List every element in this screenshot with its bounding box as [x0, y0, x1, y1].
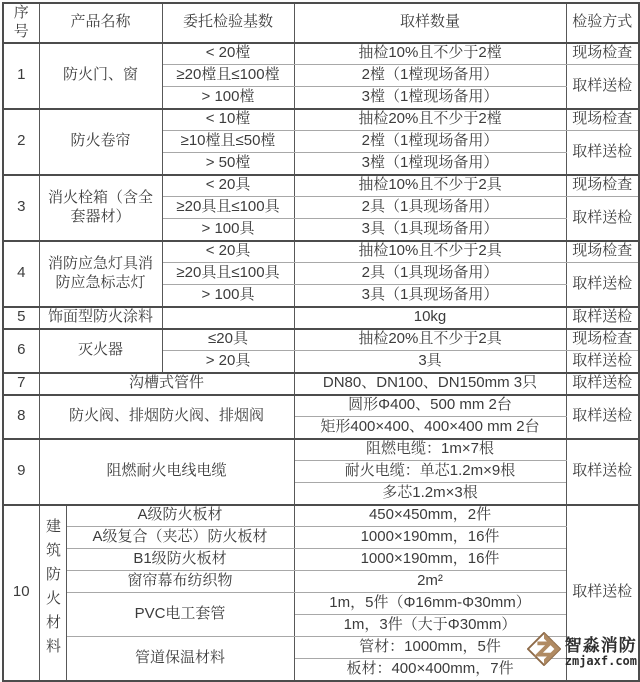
method-cell: 取样送检 — [566, 351, 639, 373]
brand-site: zmjaxf.com — [564, 653, 637, 668]
table-row — [3, 549, 639, 571]
product-name-cell: A级复合（夹芯）防火板材 — [66, 527, 294, 549]
method-cell: 取样送检 — [566, 505, 639, 681]
product-name-cell: A级防火板材 — [66, 505, 294, 527]
brand-watermark — [527, 632, 637, 671]
method-cell: 取样送检 — [566, 307, 639, 329]
base-cell: ≥20樘且≤100樘 — [162, 65, 294, 87]
product-name-cell: 防火阀、排烟防火阀、排烟阀 — [39, 395, 294, 439]
qty-cell: 1000×190mm，16件 — [294, 527, 566, 549]
method-cell: 取样送检 — [566, 263, 639, 307]
product-name-cell: 饰面型防火涂料 — [39, 307, 162, 329]
serial-cell: 4 — [3, 241, 39, 307]
base-cell: > 100樘 — [162, 87, 294, 109]
table-header-row — [3, 3, 639, 43]
table-row — [3, 593, 639, 615]
header-method: 检验方式 — [566, 3, 639, 43]
product-name-cell: 消火栓箱（含全套器材） — [39, 175, 162, 241]
serial-cell: 8 — [3, 395, 39, 439]
brand-text — [565, 637, 637, 667]
product-name-cell: 防火卷帘 — [39, 109, 162, 175]
qty-cell: 圆形Φ400、500 mm 2台 — [294, 395, 566, 417]
serial-cell: 1 — [3, 43, 39, 109]
method-cell: 现场检查 — [566, 175, 639, 197]
base-cell: < 10樘 — [162, 109, 294, 131]
table-row — [3, 241, 639, 263]
qty-cell: 板材：400×400mm，7件 — [294, 659, 566, 681]
table-row — [3, 395, 639, 417]
base-cell: < 20樘 — [162, 43, 294, 65]
table-row — [3, 571, 639, 593]
qty-cell: 3具（1具现场备用） — [294, 285, 566, 307]
base-cell: > 50樘 — [162, 153, 294, 175]
qty-cell: 450×450mm，2件 — [294, 505, 566, 527]
qty-cell: 3樘（1樘现场备用） — [294, 153, 566, 175]
qty-cell: 抽检10%且不少于2具 — [294, 175, 566, 197]
qty-cell: 3樘（1樘现场备用） — [294, 87, 566, 109]
base-cell: ≥10樘且≤50樘 — [162, 131, 294, 153]
serial-cell: 6 — [3, 329, 39, 373]
qty-cell: 2m² — [294, 571, 566, 593]
product-name-cell: 灭火器 — [39, 329, 162, 373]
category-vertical-label: 建筑防火材料 — [44, 517, 61, 662]
method-cell: 取样送检 — [566, 65, 639, 109]
qty-cell: 2具（1具现场备用） — [294, 197, 566, 219]
method-cell: 现场检查 — [566, 43, 639, 65]
qty-cell: 2樘（1樘现场备用） — [294, 131, 566, 153]
serial-cell: 5 — [3, 307, 39, 329]
qty-cell: 2具（1具现场备用） — [294, 263, 566, 285]
qty-cell: 抽检20%且不少于2樘 — [294, 109, 566, 131]
product-name-cell: 窗帘幕布纺织物 — [66, 571, 294, 593]
header-qty: 取样数量 — [294, 3, 566, 43]
qty-cell: 3具 — [294, 351, 566, 373]
method-cell: 现场检查 — [566, 109, 639, 131]
header-serial: 序号 — [3, 3, 39, 43]
table-row — [3, 329, 639, 351]
product-name-cell: B1级防火板材 — [66, 549, 294, 571]
qty-cell: 多芯1.2m×3根 — [294, 483, 566, 505]
base-cell: > 100具 — [162, 285, 294, 307]
qty-cell: 1000×190mm，16件 — [294, 549, 566, 571]
qty-cell: 抽检20%且不少于2具 — [294, 329, 566, 351]
qty-cell: 2樘（1樘现场备用） — [294, 65, 566, 87]
product-name-cell: 沟槽式管件 — [39, 373, 294, 395]
qty-cell: 10kg — [294, 307, 566, 329]
base-cell: < 20具 — [162, 241, 294, 263]
product-name-cell: 阻燃耐火电线电缆 — [39, 439, 294, 505]
table-row — [3, 527, 639, 549]
header-product: 产品名称 — [39, 3, 162, 43]
table-row — [3, 307, 639, 329]
table-row — [3, 175, 639, 197]
sampling-inspection-table — [2, 2, 640, 682]
qty-cell: 抽检10%且不少于2具 — [294, 241, 566, 263]
serial-cell: 10 — [3, 505, 39, 681]
table-row — [3, 439, 639, 461]
serial-cell: 7 — [3, 373, 39, 395]
qty-cell: 管材：1000mm，5件 — [294, 637, 566, 659]
brand-name: 智淼消防 — [564, 635, 637, 655]
method-cell: 取样送检 — [566, 373, 639, 395]
qty-cell: 矩形400×400、400×400 mm 2台 — [294, 417, 566, 439]
base-cell: ≥20具且≤100具 — [162, 263, 294, 285]
method-cell: 现场检查 — [566, 329, 639, 351]
serial-cell: 9 — [3, 439, 39, 505]
serial-cell: 2 — [3, 109, 39, 175]
table-row — [3, 43, 639, 65]
base-cell: > 20具 — [162, 351, 294, 373]
table-row — [3, 109, 639, 131]
product-name-cell: 管道保温材料 — [66, 637, 294, 681]
method-cell: 取样送检 — [566, 395, 639, 439]
category-cell — [39, 505, 66, 681]
brand-logo-icon — [527, 632, 561, 671]
serial-cell: 3 — [3, 175, 39, 241]
base-cell: ≤20具 — [162, 329, 294, 351]
method-cell: 取样送检 — [566, 131, 639, 175]
table-row — [3, 505, 639, 527]
qty-cell: 耐火电缆：单芯1.2m×9根 — [294, 461, 566, 483]
product-name-cell: 消防应急灯具消防应急标志灯 — [39, 241, 162, 307]
table-row — [3, 373, 639, 395]
product-name-cell: PVC电工套管 — [66, 593, 294, 637]
qty-cell: 3具（1具现场备用） — [294, 219, 566, 241]
base-cell: ≥20具且≤100具 — [162, 197, 294, 219]
header-base: 委托检验基数 — [162, 3, 294, 43]
method-cell: 取样送检 — [566, 439, 639, 505]
base-cell: > 100具 — [162, 219, 294, 241]
method-cell: 取样送检 — [566, 197, 639, 241]
product-name-cell: 防火门、窗 — [39, 43, 162, 109]
method-cell: 现场检查 — [566, 241, 639, 263]
qty-cell: 1m，3件（大于Φ30mm） — [294, 615, 566, 637]
base-cell: < 20具 — [162, 175, 294, 197]
qty-cell: 抽检10%且不少于2樘 — [294, 43, 566, 65]
qty-cell: DN80、DN100、DN150mm 3只 — [294, 373, 566, 395]
qty-cell: 阻燃电缆：1m×7根 — [294, 439, 566, 461]
base-cell-empty — [162, 307, 294, 329]
qty-cell: 1m，5件（Φ16mm-Φ30mm） — [294, 593, 566, 615]
